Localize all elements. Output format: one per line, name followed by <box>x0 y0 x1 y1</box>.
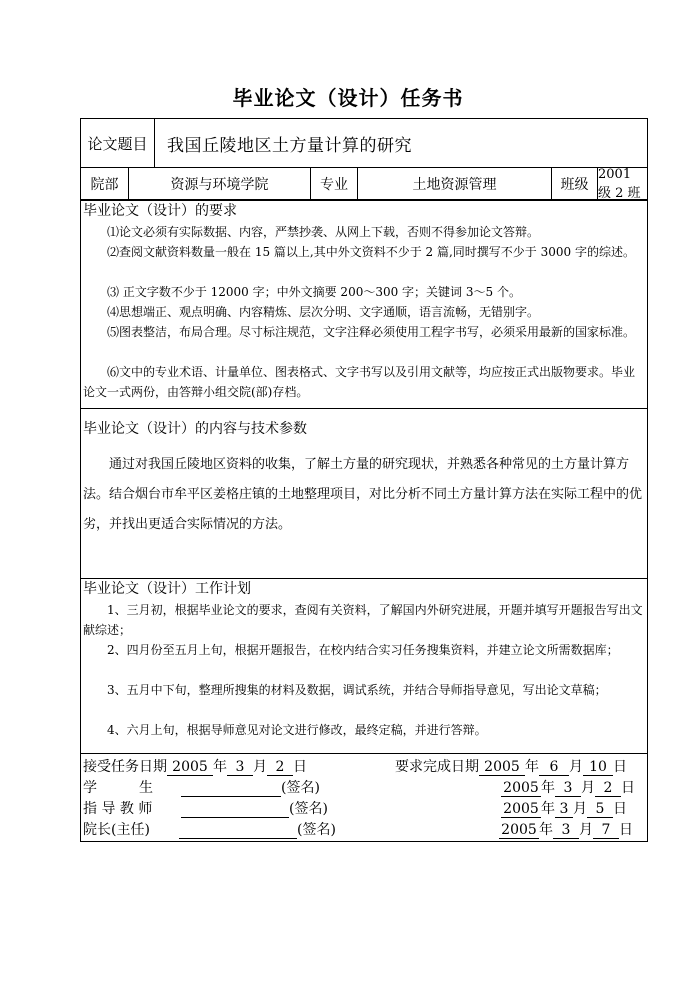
due-date <box>395 756 627 778</box>
dean-label: 院长(主任) <box>83 822 150 838</box>
dean-day: 7 <box>593 822 619 839</box>
month-char: 月 <box>579 822 593 838</box>
requirements-section <box>80 200 648 409</box>
year-char: 年 <box>213 759 227 775</box>
plan-item: 1、三月初，根据毕业论文的要求，查阅有关资料，了解国内外研究进展，开题并填写开题报告写出文献综述； <box>83 603 643 637</box>
advisor-signature-blank <box>181 801 289 818</box>
advisor-date <box>501 798 627 820</box>
due-year: 2005 <box>479 759 525 776</box>
content-text: 通过对我国丘陵地区资料的收集，了解土方量的研究现状，并熟悉各种常见的土方量计算方法。结合烟台市牟平区姜格庄镇的土地整理项目，对比分析不同土方量计算方法在实际工程中的优劣，并找出更适合实际情况的方法。 <box>83 457 643 532</box>
dean-signature-blank <box>179 822 297 839</box>
dean-month: 3 <box>553 822 579 839</box>
class-label: 班级 <box>551 168 597 199</box>
topic-row <box>80 118 648 168</box>
month-char: 月 <box>569 759 583 775</box>
sign-note: (签名) <box>297 822 336 838</box>
major-label: 专业 <box>310 168 357 199</box>
advisor-day: 5 <box>587 801 613 818</box>
accept-date <box>83 756 307 778</box>
topic-label: 论文题目 <box>87 134 148 153</box>
year-char: 年 <box>541 780 555 796</box>
requirement-item: ⑴论文必须有实际数据、内容，严禁抄袭、从网上下载，否则不得参加论文答辩。 <box>107 225 540 239</box>
accept-year: 2005 <box>167 759 213 776</box>
sign-note: (签名) <box>289 801 328 817</box>
day-char: 日 <box>621 780 635 796</box>
requirement-item: ⑷思想端正、观点明确、内容精炼、层次分明、文字通顺，语言流畅，无错别字。 <box>107 305 540 319</box>
sign-note: (签名) <box>281 780 320 796</box>
advisor-label: 指 导 教 师 <box>83 801 153 817</box>
due-date-label: 要求完成日期 <box>395 759 479 775</box>
dean-date <box>499 819 633 841</box>
requirement-item: ⑵查阅文献资料数量一般在 15 篇以上,其中外文资料不少于 2 篇,同时撰写不少于 3000 字的综述。 <box>107 245 635 259</box>
document-title: 毕业论文（设计）任务书 <box>232 86 464 110</box>
student-month: 3 <box>555 780 581 797</box>
content-section <box>80 409 648 579</box>
topic-value: 我国丘陵地区土方量计算的研究 <box>154 119 647 167</box>
year-char: 年 <box>541 801 555 817</box>
student-day: 2 <box>595 780 621 797</box>
advisor-year: 2005 <box>501 801 541 818</box>
requirement-item: ⑶ 正文字数不少于 12000 字；中外文摘要 200～300 字；关键词 3～5 个。 <box>107 285 521 299</box>
day-char: 日 <box>619 822 633 838</box>
student-sign-line <box>83 777 320 799</box>
month-char: 月 <box>581 780 595 796</box>
plan-item: 3、五月中下旬，整理所搜集的材料及数据，调试系统，并结合导师指导意见，写出论文草稿； <box>107 683 607 697</box>
year-char: 年 <box>539 822 553 838</box>
day-char: 日 <box>613 801 627 817</box>
accept-month: 3 <box>227 759 253 776</box>
plan-heading: 毕业论文（设计）工作计划 <box>83 581 251 597</box>
student-label: 学 生 <box>83 780 153 796</box>
plan-item: 4、六月上旬，根据导师意见对论文进行修改，最终定稿，并进行答辩。 <box>107 723 487 737</box>
dean-sign-line <box>83 819 336 841</box>
day-char: 日 <box>293 759 307 775</box>
accept-day: 2 <box>267 759 293 776</box>
year-char: 年 <box>525 759 539 775</box>
content-heading: 毕业论文（设计）的内容与技术参数 <box>83 421 307 437</box>
day-char: 日 <box>613 759 627 775</box>
requirement-item: ⑹文中的专业术语、计量单位、图表格式、文字书写以及引用文献等，均应按正式出版物要求。毕业论文一式两份，由答辩小组交院(部)存档。 <box>83 365 636 399</box>
footer-section <box>80 754 648 842</box>
class-value: 2001 级 2 班 <box>597 168 647 199</box>
dept-value: 资源与环境学院 <box>128 168 310 199</box>
plan-item: 2、四月份至五月上旬，根据开题报告，在校内结合实习任务搜集资料，并建立论文所需数据库； <box>107 643 619 657</box>
advisor-sign-line <box>83 798 328 820</box>
plan-section <box>80 579 648 754</box>
month-char: 月 <box>573 801 587 817</box>
department-row <box>80 168 648 200</box>
requirement-item: ⑸图表整洁，布局合理。尽寸标注规范，文字注释必须使用工程字书写，必须采用最新的国家标准。 <box>107 325 636 339</box>
dean-year: 2005 <box>499 822 539 839</box>
major-value: 土地资源管理 <box>357 168 551 199</box>
due-day: 10 <box>583 759 613 776</box>
student-year: 2005 <box>501 780 541 797</box>
dept-label: 院部 <box>90 176 119 193</box>
month-char: 月 <box>253 759 267 775</box>
student-date <box>501 777 635 799</box>
accept-date-label: 接受任务日期 <box>83 759 167 775</box>
requirements-heading: 毕业论文（设计）的要求 <box>83 203 237 219</box>
advisor-month: 3 <box>555 801 573 818</box>
due-month: 6 <box>539 759 569 776</box>
student-signature-blank <box>181 780 281 797</box>
